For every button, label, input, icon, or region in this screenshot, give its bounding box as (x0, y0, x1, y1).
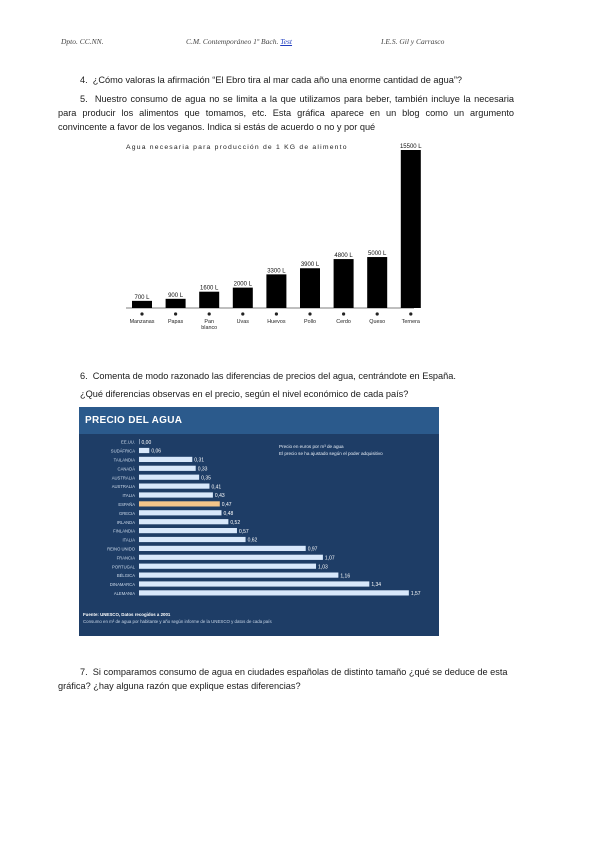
bar (334, 259, 354, 308)
price-label: 1,34 (371, 582, 382, 589)
legend-line: El precio se ha ajustado según el poder adquisitivo (279, 451, 383, 456)
category-label: Queso (369, 319, 386, 325)
question-number: 5. (80, 94, 88, 104)
question-6-sub (80, 387, 520, 401)
question-text: ¿Qué diferencias observas en el precio, según el nivel económico de cada país? (80, 389, 409, 399)
data-label: 900 L (168, 292, 184, 299)
country-label: FRANCIA (116, 555, 135, 561)
header-test-link[interactable]: Test (280, 37, 293, 46)
water-price-chart-plot (79, 407, 439, 636)
data-label: 15500 L (399, 144, 422, 150)
bar (300, 268, 320, 308)
question-number: 4. (80, 75, 88, 85)
chart-source: Fuente: UNESCO, Datos recogidos a 2001 (83, 612, 171, 617)
bar (367, 257, 387, 308)
country-label: FINLANDIA (113, 528, 135, 534)
country-label: PORTUGAL (112, 564, 135, 570)
question-text: ¿Cómo valoras la afirmación “El Ebro tira al mar cada año una enorme cantidad de agua”? (92, 75, 463, 85)
data-label: 5000 L (368, 251, 387, 258)
bar (401, 150, 421, 308)
food-water-chart-plot (118, 142, 422, 332)
price-bar (139, 537, 246, 542)
country-label: TAILANDIA (113, 457, 135, 463)
food-icon (409, 312, 412, 315)
question-text: Si comparamos consumo de agua en ciudades españolas de distinto tamaño ¿qué se deduce de esta gráfica? ¿hay alguna razón que explique estas diferencias? (58, 667, 508, 691)
price-bar (139, 439, 140, 444)
price-label: 0,48 (223, 511, 234, 517)
data-label: 2000 L (233, 281, 252, 288)
price-bar (139, 546, 306, 551)
price-bar (139, 573, 338, 578)
price-bar (139, 519, 228, 524)
food-icon (208, 312, 211, 315)
chart-title: Agua necesaria para producción de 1 KG de alimento (126, 144, 348, 151)
price-label: 1,03 (318, 564, 328, 571)
header-course (186, 37, 292, 46)
chart-note: Consumo en m³ de agua por habitante y año según informe de la UNESCO y datos de cada país (83, 619, 272, 624)
price-label: 0,97 (307, 546, 318, 553)
question-text: Nuestro consumo de agua no se limita a la que utilizamos para beber, también incluye la necesaria para producir los alimentos que tomamos, etc. Esta gráfica aparece en un blog como un argumento convincente a favor de los veganos. Indica si estás de acuerdo o no y por qué (58, 94, 514, 132)
chart-footnote (83, 611, 435, 625)
price-label: 0,33 (197, 466, 208, 473)
page-header (0, 37, 600, 51)
price-bar (139, 564, 316, 569)
country-label: DINAMARCA (109, 582, 135, 588)
category-label: Huevos (267, 319, 286, 325)
category-label: Cerdo (336, 319, 351, 325)
country-label: REINO UNIDO (107, 546, 135, 552)
data-label: 700 L (134, 294, 150, 301)
price-bar (139, 448, 149, 453)
bar (166, 299, 186, 308)
question-number: 7. (80, 667, 88, 677)
water-price-chart (79, 407, 439, 636)
header-department: Dpto. CC.NN. (61, 37, 104, 46)
food-icon (174, 312, 177, 315)
category-label: Pan (204, 319, 214, 325)
price-bar (139, 484, 209, 489)
legend-line: Precio en euros por m³ de agua (279, 444, 344, 449)
question-6 (80, 369, 520, 383)
price-bar (139, 475, 199, 480)
country-label: ALEMANIA (113, 591, 135, 596)
country-label: BÉLGICA (116, 573, 135, 579)
country-label: ESPAÑA (118, 502, 135, 507)
country-label: AUSTRALIA (111, 475, 135, 481)
data-label: 4800 L (334, 253, 353, 260)
food-icon (140, 312, 143, 315)
price-bar (139, 492, 213, 497)
food-icon (342, 312, 345, 315)
question-5 (58, 92, 514, 134)
category-label: Uvas (236, 319, 249, 325)
food-icon (241, 312, 244, 315)
question-text: Comenta de modo razonado las diferencias de precios del agua, centrándote en España. (92, 371, 456, 381)
price-label: 1,16 (340, 573, 351, 580)
price-label: 1,07 (324, 555, 335, 562)
chart-title: PRECIO DEL AGUA (85, 415, 183, 426)
bar (132, 301, 152, 308)
price-label: 0,31 (194, 457, 205, 464)
country-label: GRECIA (118, 510, 135, 516)
price-label: 0,52 (230, 519, 241, 526)
food-icon (275, 312, 278, 315)
category-label: Pollo (304, 319, 316, 325)
country-label: CANADÁ (117, 466, 135, 472)
question-number: 6. (80, 371, 88, 381)
data-label: 3300 L (267, 268, 286, 275)
price-bar (139, 457, 192, 462)
country-label: ITALIA (122, 493, 135, 499)
price-label: 0,47 (221, 502, 232, 509)
bar (233, 288, 253, 308)
price-bar (139, 510, 222, 515)
price-bar (139, 501, 220, 506)
country-label: SUDÁFRICA (110, 448, 135, 454)
category-label: Ternera (401, 319, 420, 325)
price-label: 1,57 (410, 591, 421, 598)
country-label: EE.UU. (121, 439, 135, 445)
price-label: 0,35 (201, 475, 211, 482)
question-4 (80, 73, 520, 87)
food-icon (308, 312, 311, 315)
header-school: I.E.S. Gil y Carrasco (381, 37, 445, 46)
price-label: 0,57 (238, 528, 249, 535)
price-bar (139, 528, 237, 533)
data-label: 1600 L (200, 285, 219, 292)
country-label: IRLANDA (116, 519, 135, 525)
question-7 (58, 665, 514, 693)
price-bar (139, 581, 369, 586)
price-label: 0,43 (214, 493, 225, 500)
price-label: 0,00 (141, 439, 152, 446)
bar (266, 274, 286, 308)
data-label: 3900 L (300, 262, 320, 269)
food-water-chart (118, 142, 422, 332)
category-label: Manzanas (129, 319, 155, 325)
price-label: 0,41 (211, 484, 222, 491)
category-label: Papas (167, 319, 184, 325)
bar (199, 292, 219, 308)
price-label: 0,06 (151, 448, 162, 455)
price-bar (139, 466, 196, 471)
price-bar (139, 590, 409, 595)
category-label: blanco (201, 325, 218, 331)
country-label: ITALIA (122, 537, 135, 543)
food-icon (376, 312, 379, 315)
price-bar (139, 555, 323, 560)
price-label: 0,62 (247, 537, 258, 544)
country-label: AUSTRALIA (111, 484, 135, 490)
header-course-text: C.M. Contemporáneo 1º Bach. (186, 37, 279, 46)
